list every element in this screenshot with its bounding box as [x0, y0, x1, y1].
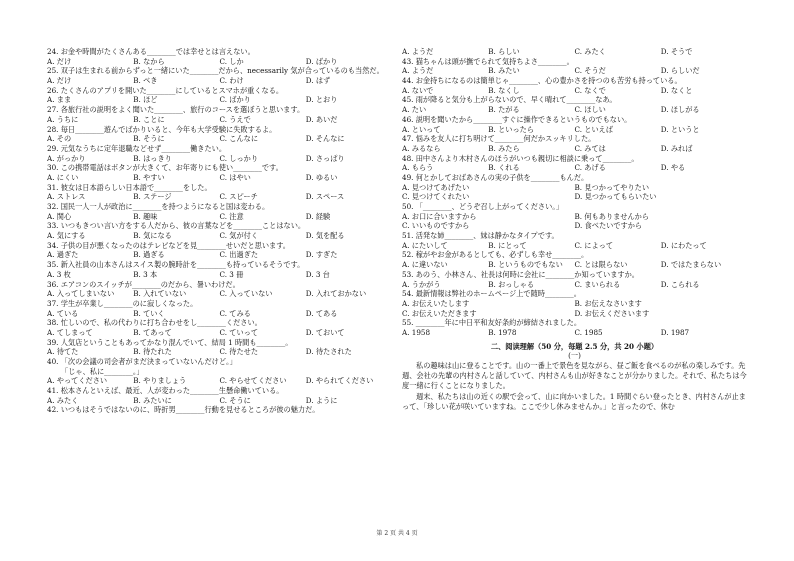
question-subtext: 「じゃ、私に________。」	[61, 366, 144, 376]
answer-option[interactable]: C. しか	[219, 56, 244, 66]
question-text: 24. お金や時間がたくさんある________では幸せとは言えない。	[47, 47, 255, 56]
answer-option[interactable]: C. まいられる	[574, 279, 621, 289]
answer-options	[402, 86, 747, 96]
answer-option[interactable]: A. お口に合いますから	[402, 211, 477, 221]
answer-option[interactable]: B. やりましょう	[133, 376, 187, 386]
question-text: 54. 最新情報は弊社のホームページ上で随時________。	[402, 289, 581, 299]
answer-option[interactable]: B. たがる	[488, 105, 520, 115]
question-text: 25. 双子は生まれる前からずっと一緒にいた________だから、necessarily 気が合っているのも当然だ。	[47, 66, 384, 76]
question-text: 35. 新入社員の山本さんはスイス製の腕時計を________も持っているそうです。	[47, 260, 305, 270]
answer-option[interactable]: C. なくで	[574, 85, 606, 95]
question-text: 52. 稼がやお金があるとしても、必ずしも幸せ________。	[402, 250, 589, 260]
answer-option[interactable]: B. はっきり	[133, 153, 172, 163]
answer-option[interactable]: B. 1978	[488, 327, 517, 337]
answer-option[interactable]: D. なくと	[660, 85, 693, 95]
answer-option[interactable]: A. まま	[47, 95, 72, 105]
answer-options	[402, 144, 747, 154]
answer-option[interactable]: D. ゆるい	[305, 172, 338, 182]
answer-option[interactable]: C. そうだ	[574, 66, 606, 76]
answer-option[interactable]: B. くれる	[488, 163, 520, 173]
question-text: 51. 活発な姉________、妹は静かなタイプです。	[402, 231, 559, 241]
answer-option[interactable]: A. てしまって	[47, 327, 93, 337]
answer-option[interactable]: D. あいだ	[305, 114, 338, 124]
question-text: 31. 彼女は日本語らしい日本語で________をした。	[47, 182, 212, 192]
answer-option[interactable]: C. いいものですから	[402, 221, 470, 231]
answer-options	[47, 396, 392, 406]
answer-options	[402, 192, 747, 202]
left-column	[47, 47, 392, 415]
answer-option[interactable]: D. 3 台	[305, 269, 330, 279]
answer-option[interactable]: A. ている	[47, 308, 79, 318]
question-text: 27. 各旅行社の説明をよく聞いた________、旅行のコースを選ぼうと思います。	[47, 105, 305, 115]
answer-option[interactable]: D. すぎた	[305, 250, 338, 260]
answer-option[interactable]: C. 入っていない	[219, 289, 273, 299]
answer-options	[47, 309, 392, 319]
answer-option[interactable]: C. やらせてください	[219, 376, 287, 386]
answer-option[interactable]: C. ほしい	[574, 105, 606, 115]
answer-option[interactable]: C. ていって	[219, 327, 259, 337]
answer-option[interactable]: A. だけ	[47, 56, 72, 66]
answer-options	[47, 270, 392, 280]
answer-option[interactable]: C. こんなに	[219, 134, 259, 144]
answer-option[interactable]: A. お伝えいたします	[402, 298, 470, 308]
answer-option[interactable]: B. みたら	[488, 143, 520, 153]
answer-option[interactable]: D. ではたまらない	[660, 260, 722, 270]
answer-options	[402, 260, 747, 270]
answer-option[interactable]: D. こられる	[660, 279, 700, 289]
answer-option[interactable]: B. 気になる	[133, 231, 172, 241]
answer-option[interactable]: C. うえで	[219, 114, 251, 124]
answer-option[interactable]: C. お伝えいただきます	[402, 308, 477, 318]
question-text: 39. 人気店ということもあってかなり混んでいて、結局 1 時間も________。	[47, 337, 293, 347]
answer-option[interactable]: B. 見つかってやりたい	[574, 182, 650, 192]
answer-option[interactable]: B. みたい	[488, 66, 520, 76]
answer-option[interactable]: C. あげる	[574, 163, 606, 173]
answer-option[interactable]: C. わけ	[219, 76, 244, 86]
answer-option[interactable]: B. らしい	[488, 47, 520, 56]
question-text: 49. 何とかしておばあさんの実の子供を________もんだ。	[402, 172, 589, 182]
answer-option[interactable]: A. がっかり	[47, 153, 86, 163]
question-text: 30. この携帯電話はボタンが大きくて、お年寄りにも使い________です。	[47, 163, 283, 173]
answer-option[interactable]: B. ていく	[133, 308, 165, 318]
answer-option[interactable]: C. しっかり	[219, 153, 259, 163]
answer-option[interactable]: A. ようだ	[402, 66, 434, 76]
answer-option[interactable]: A. 1958	[402, 327, 431, 337]
answer-options	[47, 115, 392, 125]
answer-option[interactable]: D. ほしがる	[660, 105, 700, 115]
answer-option[interactable]: A. 関心	[47, 211, 72, 221]
question-text: 32. 国民一人一人が政治に________を持つようになると国は変わる。	[47, 202, 270, 211]
answer-option[interactable]: B. 入れていない	[133, 289, 187, 299]
answer-option[interactable]: D. というと	[660, 124, 700, 134]
answer-option[interactable]: A. ストレス	[47, 192, 86, 202]
answer-options	[47, 231, 392, 241]
question-text: 33. いつもきつい言い方をする人だから、彼の言葉などを________ことはない。	[47, 221, 306, 231]
answer-option[interactable]: B. というものでもない	[488, 260, 563, 270]
passage-number: (一)	[568, 351, 581, 361]
answer-option[interactable]: D. やられてください	[305, 376, 374, 386]
answer-option[interactable]: B. 趣味	[133, 211, 158, 221]
answer-option[interactable]: B. 過ぎる	[133, 250, 165, 260]
answer-option[interactable]: C. 待たせた	[219, 347, 259, 357]
answer-option[interactable]: D. ばかり	[305, 56, 338, 66]
answer-option[interactable]: C. 注意	[219, 211, 244, 221]
answer-option[interactable]: D. 気を配る	[305, 231, 345, 241]
answer-option[interactable]: B. ことに	[133, 114, 165, 124]
answer-option[interactable]: C. 3 冊	[219, 269, 244, 279]
question-text: 44. お金持ちになるのは簡単じゃ________、心の豊かさを持つのも苦労も持っている。	[402, 76, 682, 86]
answer-option[interactable]: B. おっしゃる	[488, 279, 535, 289]
question-text: 38. 忙しいので、私の代わりに打ち合わせをし________ください。	[47, 318, 262, 328]
answer-option[interactable]: A. みたく	[47, 395, 79, 405]
answer-option[interactable]: B. てあって	[133, 327, 172, 337]
answer-option[interactable]: A. その	[47, 134, 72, 144]
answer-options	[402, 66, 747, 76]
answer-option[interactable]: B. ほど	[133, 95, 158, 105]
answer-option[interactable]: D. 待たされた	[305, 347, 352, 357]
answer-options	[402, 299, 747, 309]
question-text: 46. 説明を聞いたから________すぐに操作できるというものでもない。	[402, 114, 632, 124]
answer-option[interactable]: D. ておいて	[305, 327, 345, 337]
answer-option[interactable]: A. うちに	[47, 114, 79, 124]
answer-option[interactable]: C. ばかり	[219, 95, 251, 105]
answer-options	[402, 212, 747, 222]
answer-option[interactable]: C. はやい	[219, 172, 251, 182]
answer-options	[402, 328, 747, 338]
answer-option[interactable]: B. なから	[133, 56, 165, 66]
passage-paragraph-2: 週末、私たちは山の近くの駅で会って、山に向かいました。1 時間ぐらい登ったとき、内村さんが止まって、「珍しい花が咲いていますね。ここで少し休みませんか。」と言ったので、休む	[402, 391, 746, 411]
answer-option[interactable]: D. さっぱり	[305, 153, 345, 163]
answer-option[interactable]: D. みれば	[660, 143, 693, 153]
answer-option[interactable]: D. 見つかってもらいたい	[574, 192, 657, 202]
section-title: 二、阅读理解（50 分，每题 2.5 分，共 20 小题）	[490, 341, 659, 351]
answer-option[interactable]: A. 見つけてあげたい	[402, 182, 470, 192]
answer-option[interactable]: B. べき	[133, 76, 158, 86]
answer-options	[47, 289, 392, 299]
question-text: 55. ________年に中日平和友好条約が締結されました。	[402, 318, 582, 328]
question-text: 42. いつもはそうではないのに、時折男________行動を見せるところが彼の魅力だ。	[47, 405, 320, 415]
answer-option[interactable]: B. やすい	[133, 172, 165, 182]
answer-option[interactable]: D. 食べたいですから	[574, 221, 643, 231]
answer-option[interactable]: A. 気にする	[47, 231, 86, 241]
answer-options	[402, 105, 747, 115]
answer-option[interactable]: D. そうで	[660, 47, 693, 56]
answer-option[interactable]: D. にわたって	[660, 240, 707, 250]
passage-paragraph-1: 私の趣味は山に登ることです。山の一番上で景色を見ながら、昼ご飯を食べるのが私の楽しみです。先週、会社の先輩の内村さんと話していて、内村さんも山が好きなことが分かりました。それで、私たちは今度一緒に行くことになりました。	[402, 361, 747, 391]
question-text: 53. あのう、小林さん、社長は何時に会社に________か知っていますか。	[402, 269, 639, 279]
answer-option[interactable]: B. 何もありませんから	[574, 211, 650, 221]
answer-option[interactable]: A. といって	[402, 124, 441, 134]
answer-options	[402, 47, 747, 57]
answer-options	[402, 280, 747, 290]
answer-option[interactable]: A. うかがう	[402, 279, 441, 289]
answer-option[interactable]: A. だけ	[47, 76, 72, 86]
right-column	[402, 47, 747, 412]
answer-option[interactable]: C. みたく	[574, 47, 606, 56]
answer-option[interactable]: D. 経験	[305, 211, 331, 221]
answer-option[interactable]: D. とおり	[305, 95, 338, 105]
answer-options	[402, 241, 747, 251]
question-text: 29. 元気なうちに定年退職などせず________働きたい。	[47, 143, 227, 153]
answer-option[interactable]: D. ように	[305, 395, 338, 405]
answer-option[interactable]: B. お伝えなさいます	[574, 298, 642, 308]
answer-option[interactable]: C. みては	[574, 143, 606, 153]
answer-option[interactable]: A. 過ぎた	[47, 250, 79, 260]
answer-option[interactable]: A. 3 枚	[47, 269, 71, 279]
answer-option[interactable]: B. にとって	[488, 240, 527, 250]
answer-options	[47, 250, 392, 260]
question-text: 26. たくさんのアプリを開いた________にしているとスマホが重くなる。	[47, 85, 284, 95]
right-questions	[402, 47, 747, 338]
question-text: 43. 猫ちゃんは頭が撫でられて気持ちよさ________。	[402, 56, 574, 66]
question-text: 45. 雨が降ると気分も上がらないので、早く晴れて________なあ。	[402, 95, 617, 105]
answer-options	[47, 192, 392, 202]
answer-option[interactable]: D. スペース	[305, 192, 345, 202]
answer-option[interactable]: B. みたいに	[133, 395, 172, 405]
answer-options	[47, 76, 392, 86]
answer-option[interactable]: A. みるなら	[402, 143, 441, 153]
answer-option[interactable]: D. はず	[305, 76, 331, 86]
page-footer: 第 2 页 共 4 页	[376, 530, 418, 537]
answer-option[interactable]: A. たい	[402, 105, 427, 115]
answer-option[interactable]: A. 入ってしまいない	[47, 289, 115, 299]
answer-option[interactable]: D. らしいだ	[660, 66, 700, 76]
answer-options	[402, 125, 747, 135]
answer-option[interactable]: A. ようだ	[402, 47, 434, 56]
question-text: 47. 悩みを友人に打ち明けて________何だかスッキリした。	[402, 134, 596, 144]
answer-option[interactable]: A. ないで	[402, 85, 434, 95]
answer-option[interactable]: B. 待たれた	[133, 347, 172, 357]
question-text: 36. エアコンのスイッチが________のだから、暑いわけだ。	[47, 279, 240, 289]
answer-option[interactable]: B. 3 本	[133, 269, 158, 279]
answer-options	[47, 212, 392, 222]
answer-options	[47, 95, 392, 105]
answer-options	[402, 309, 747, 319]
answer-option[interactable]: C. 1985	[574, 327, 603, 337]
answer-option[interactable]: B. ステージ	[133, 192, 172, 202]
answer-option[interactable]: C. といえば	[574, 124, 614, 134]
answer-options	[47, 154, 392, 164]
answer-option[interactable]: D. 1987	[660, 327, 690, 337]
answer-options	[47, 173, 392, 183]
answer-option[interactable]: D. そんなに	[305, 134, 345, 144]
answer-option[interactable]: C. 気が付く	[219, 231, 259, 241]
question-text: 50. 「________、どうぞ召し上がってください。」	[402, 202, 564, 211]
answer-option[interactable]: C. てみる	[219, 308, 251, 318]
question-text: 28. 毎日________遊んでばかりいると、今年も大学受験に失敗するよ。	[47, 124, 277, 134]
question-text: 48. 田中さんより木村さんのほうがいつも親切に相談に乗って________。	[402, 153, 639, 163]
answer-options	[47, 347, 392, 357]
question-text: 34. 子供の目が悪くなったのはテレビなどを見________せいだと思います。	[47, 240, 290, 250]
answer-option[interactable]: A. にたいして	[402, 240, 448, 250]
answer-option[interactable]: A. やってください	[47, 376, 108, 386]
answer-option[interactable]: A. にくい	[47, 172, 79, 182]
question-text: 37. 学生が卒業し________のに寂しくなった。	[47, 298, 198, 308]
answer-option[interactable]: B. そうに	[133, 134, 165, 144]
answer-options	[47, 328, 392, 338]
answer-option[interactable]: C. 見つけてくれたい	[402, 192, 470, 202]
answer-option[interactable]: B. といったら	[488, 124, 535, 134]
answer-options	[402, 221, 747, 231]
answer-option[interactable]: D. やる	[660, 163, 686, 173]
question-text: 40. 「次の会議の司会者がまだ決まっていないんだけど。」	[47, 357, 237, 366]
answer-options	[47, 376, 392, 386]
answer-options	[402, 163, 747, 173]
answer-option[interactable]: C. そうに	[219, 395, 251, 405]
answer-option[interactable]: A. に違いない	[402, 260, 448, 270]
answer-option[interactable]: C. スピーチ	[219, 192, 258, 202]
answer-option[interactable]: D. お伝えくださいます	[574, 308, 650, 318]
answer-option[interactable]: C. 出過ぎた	[219, 250, 259, 260]
answer-options	[402, 183, 747, 193]
answer-options	[47, 134, 392, 144]
answer-option[interactable]: A. もらう	[402, 163, 434, 173]
answer-option[interactable]: A. 待てた	[47, 347, 79, 357]
question-text: 41. 松本さんといえば、最近、人が変わった________生懸命働いている。	[47, 386, 284, 396]
answer-option[interactable]: D. てある	[305, 308, 338, 318]
answer-option[interactable]: C. によって	[574, 240, 614, 250]
answer-option[interactable]: C. とは限らない	[574, 260, 628, 270]
answer-option[interactable]: B. なくし	[488, 85, 520, 95]
answer-options	[47, 57, 392, 67]
answer-option[interactable]: D. 入れておかない	[305, 289, 367, 299]
